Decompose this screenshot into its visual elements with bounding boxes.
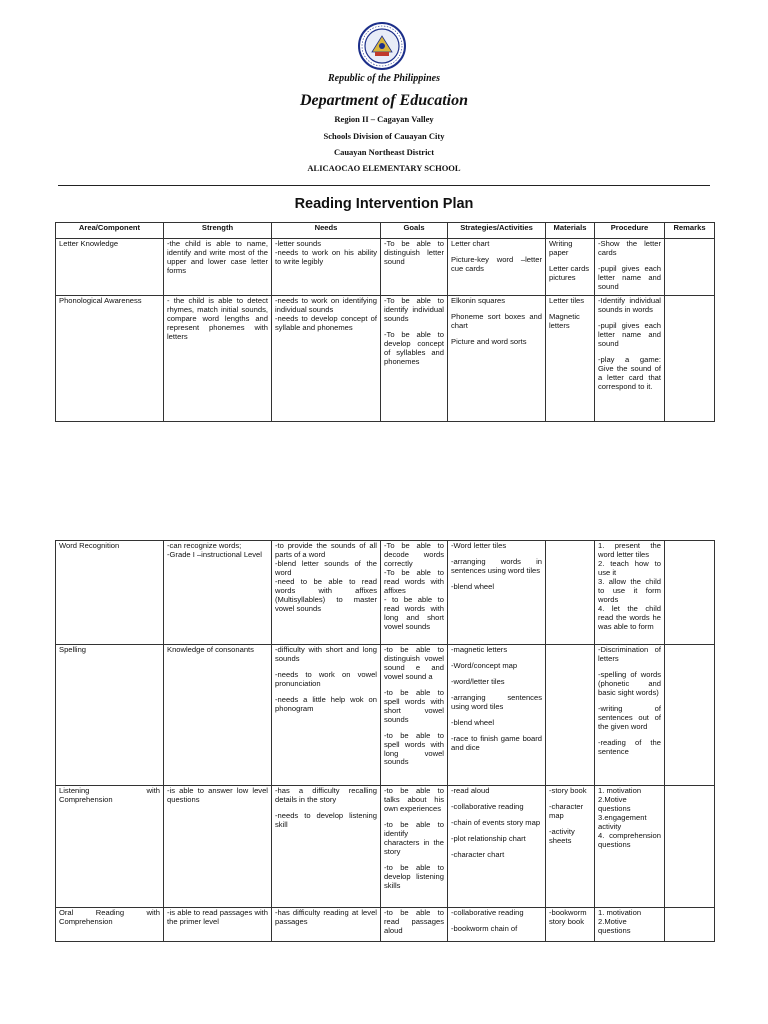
department-heading: Department of Education (299, 92, 468, 109)
division-line: Schools Division of Cauayan City (323, 131, 445, 141)
cell-procedure (595, 541, 665, 645)
cell-strategies (448, 541, 546, 645)
cell-goals (381, 908, 448, 942)
cell-area (56, 541, 164, 645)
column-header: Procedure (595, 223, 665, 239)
cell-paragraph: -is able to answer low level questions (167, 786, 268, 804)
cell-paragraph: -needs a little help wok on phonogram (275, 694, 377, 713)
cell-procedure (595, 645, 665, 786)
cell-procedure (595, 908, 665, 942)
cell-paragraph: -collaborative reading (451, 908, 524, 917)
cell-paragraph: -reading of the sentence (598, 737, 661, 756)
table-header-row (56, 223, 715, 239)
cell-paragraph: -To be able to develop concept of syllables and phonemes (384, 329, 444, 366)
cell-text: Word Recognition (59, 541, 120, 550)
cell-paragraph: -to be able to identify characters in the story (384, 819, 444, 856)
cell-procedure (595, 239, 665, 296)
column-header: Area/Component (56, 223, 164, 239)
cell-paragraph: -needs to develop listening skill (275, 810, 377, 829)
cell-paragraph: Letter tiles (549, 296, 585, 305)
cell-text: Letter Knowledge (59, 239, 119, 248)
intervention-table-part-1 (55, 222, 715, 422)
cell-paragraph: -Word/concept map (451, 660, 518, 670)
cell-paragraph: -Identify individual sounds in words (598, 296, 661, 314)
cell-strength (164, 786, 272, 908)
cell-paragraph: -Word letter tiles (451, 541, 507, 550)
cell-paragraph: -plot relationship chart (451, 833, 526, 843)
cell-paragraph: -difficulty with short and long sounds (275, 645, 377, 663)
cell-paragraph: -to be able to spell words with short vowel sounds (384, 687, 444, 724)
cell-area (56, 786, 164, 908)
cell-paragraph: -read aloud (451, 786, 490, 795)
page-title: Reading Intervention Plan (294, 196, 474, 212)
cell-paragraph: -to be able to read passages aloud (384, 908, 444, 935)
cell-paragraph: -To be able to distinguish letter sound (384, 239, 444, 266)
table-row (56, 239, 715, 296)
cell-paragraph: Magnetic letters (549, 311, 580, 330)
cell-text: Phonological Awareness (59, 296, 142, 305)
table-row (56, 908, 715, 942)
cell-paragraph: -to be able to spell words with long vowel sounds (384, 730, 444, 767)
cell-paragraph: 1. motivation 2.Motive questions 3.engagement activity 4. comprehension questions (598, 786, 661, 849)
cell-text: Oral Reading with Comprehension (59, 908, 160, 926)
cell-strategies (448, 786, 546, 908)
cell-paragraph: -To be able to identify individual sounds (384, 296, 444, 323)
cell-remarks (665, 296, 715, 422)
cell-procedure (595, 786, 665, 908)
table-row (56, 645, 715, 786)
column-header: Strength (164, 223, 272, 239)
column-header: Strategies/Activities (448, 223, 546, 239)
cell-area (56, 645, 164, 786)
cell-paragraph: -Discrimination of letters (598, 645, 661, 663)
cell-paragraph: -word/letter tiles (451, 676, 505, 686)
cell-materials (546, 908, 595, 942)
cell-materials (546, 296, 595, 422)
district-line: Cauayan Northeast District (333, 147, 435, 157)
column-header: Needs (272, 223, 381, 239)
cell-strategies (448, 645, 546, 786)
cell-goals (381, 645, 448, 786)
cell-materials (546, 541, 595, 645)
cell-paragraph: 1. motivation 2.Motive questions (598, 908, 642, 935)
cell-paragraph: -blend wheel (451, 581, 495, 591)
cell-paragraph: -race to finish game board and dice (451, 733, 542, 752)
cell-paragraph: -pupil gives each letter name and sound (598, 263, 661, 291)
cell-paragraph: 1. present the word letter tiles 2. teach how to use it 3. allow the child to use it form words 4. let the child read the words he was able to form (598, 541, 661, 631)
cell-strength (164, 908, 272, 942)
cell-goals (381, 786, 448, 908)
cell-paragraph: -To be able to decode words correctly -To be able to read words with affixes - to be able to read words with long and short vowel sounds (384, 541, 444, 631)
cell-paragraph: -needs to work on vowel pronunciation (275, 669, 377, 688)
cell-needs (272, 908, 381, 942)
cell-text: Listening with Comprehension (59, 786, 160, 804)
cell-strength (164, 645, 272, 786)
cell-remarks (665, 239, 715, 296)
cell-needs (272, 541, 381, 645)
cell-paragraph: -can recognize words; -Grade I –instructional Level (167, 541, 262, 559)
cell-paragraph: -to provide the sounds of all parts of a word -blend letter sounds of the word -need to be able to read words with affixes (Multisyllables) to master vowel sounds (275, 541, 377, 613)
cell-paragraph: -writing of sentences out of the given word (598, 703, 661, 731)
cell-paragraph: -story book (549, 786, 587, 795)
cell-needs (272, 645, 381, 786)
cell-remarks (665, 645, 715, 786)
table-row (56, 541, 715, 645)
cell-needs (272, 239, 381, 296)
cell-goals (381, 239, 448, 296)
cell-paragraph: Phoneme sort boxes and chart (451, 311, 542, 330)
region-line: Region II – Cagayan Valley (334, 114, 434, 124)
cell-paragraph: -spelling of words (phonetic and basic sight words) (598, 669, 661, 697)
cell-paragraph: Elkonin squares (451, 296, 506, 305)
cell-paragraph: -play a game: Give the sound of a letter card that correspond to it. (598, 354, 661, 391)
intervention-table-part-2 (55, 540, 715, 942)
cell-goals (381, 541, 448, 645)
cell-area (56, 296, 164, 422)
deped-seal-icon (358, 22, 406, 70)
cell-remarks (665, 908, 715, 942)
cell-area (56, 908, 164, 942)
cell-paragraph: -to be able to develop listening skills (384, 862, 444, 890)
cell-strategies (448, 908, 546, 942)
cell-paragraph: -blend wheel (451, 717, 495, 727)
cell-paragraph: -bookworm story book (549, 908, 587, 926)
cell-paragraph: -arranging words in sentences using word tiles (451, 556, 542, 575)
cell-paragraph: -letter sounds -needs to work on his ability to write legibly (275, 239, 377, 266)
cell-remarks (665, 786, 715, 908)
cell-paragraph: -character map (549, 801, 584, 820)
cell-paragraph: Letter cards pictures (549, 263, 590, 282)
republic-heading: Republic of the Philippines (328, 73, 440, 84)
cell-paragraph: -bookworm chain of (451, 923, 518, 933)
cell-paragraph: -is able to read passages with the primer level (167, 908, 268, 926)
cell-paragraph: -activity sheets (549, 826, 575, 845)
cell-needs (272, 296, 381, 422)
cell-strategies (448, 296, 546, 422)
column-header: Materials (546, 223, 595, 239)
cell-strength (164, 296, 272, 422)
column-header: Goals (381, 223, 448, 239)
cell-needs (272, 786, 381, 908)
header-divider (58, 185, 710, 186)
cell-paragraph: -to be able to distinguish vowel sound e and vowel sound a (384, 645, 444, 681)
cell-area (56, 239, 164, 296)
cell-paragraph: -needs to work on identifying individual sounds -needs to develop concept of syllable and phonemes (275, 296, 377, 332)
cell-strength (164, 239, 272, 296)
cell-paragraph: -chain of events story map (451, 817, 541, 827)
cell-paragraph: -collaborative reading (451, 801, 524, 811)
column-header: Remarks (665, 223, 715, 239)
cell-materials (546, 239, 595, 296)
cell-strategies (448, 239, 546, 296)
cell-paragraph: - the child is able to detect rhymes, match initial sounds, compare word lengths and represent phonemes with letters (167, 296, 268, 341)
cell-paragraph: Picture-key word –letter cue cards (451, 254, 542, 273)
cell-paragraph: -has a difficulty recalling details in the story (275, 786, 377, 804)
cell-paragraph: -magnetic letters (451, 645, 508, 654)
table-row (56, 296, 715, 422)
cell-materials (546, 645, 595, 786)
cell-paragraph: Picture and word sorts (451, 336, 527, 346)
cell-strength (164, 541, 272, 645)
cell-paragraph: -has difficulty reading at level passages (275, 908, 377, 926)
cell-text: Spelling (59, 645, 87, 654)
cell-paragraph: -arranging sentences using word tiles (451, 692, 542, 711)
cell-paragraph: -character chart (451, 849, 505, 859)
cell-paragraph: -to be able to talks about his own experiences (384, 786, 444, 813)
cell-paragraph: Knowledge of consonants (167, 645, 254, 654)
cell-paragraph: Letter chart (451, 239, 490, 248)
cell-paragraph: Writing paper (549, 239, 573, 257)
cell-goals (381, 296, 448, 422)
cell-paragraph: -the child is able to name, identify and write most of the upper and lower case letter forms (167, 239, 268, 275)
cell-procedure (595, 296, 665, 422)
school-line: ALICAOCAO ELEMENTARY SCHOOL (307, 163, 461, 173)
cell-paragraph: -pupil gives each letter name and sound (598, 320, 661, 348)
cell-materials (546, 786, 595, 908)
table-row (56, 786, 715, 908)
cell-paragraph: -Show the letter cards (598, 239, 661, 257)
cell-remarks (665, 541, 715, 645)
